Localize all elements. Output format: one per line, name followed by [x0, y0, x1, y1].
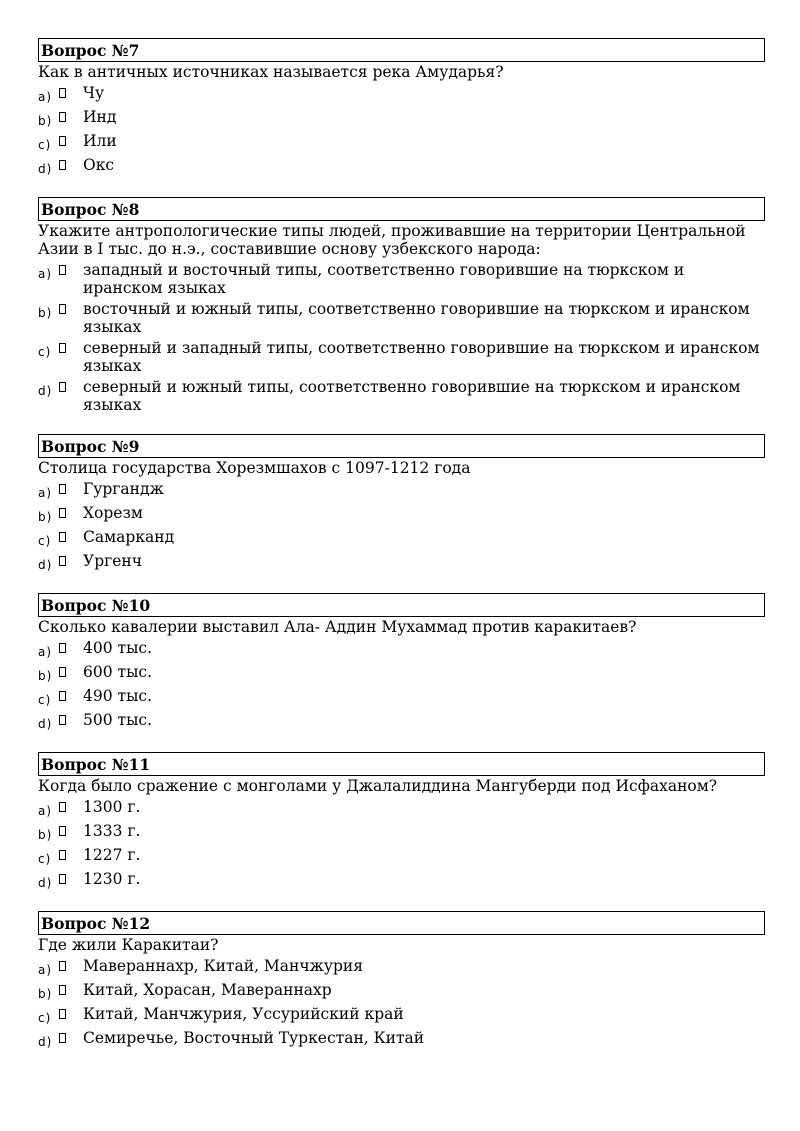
checkbox-icon[interactable] — [59, 508, 66, 518]
option-letter: a) — [38, 645, 53, 659]
option-letter: b) — [38, 669, 53, 683]
option-letter: a) — [38, 486, 53, 500]
checkbox-icon[interactable] — [59, 961, 66, 971]
answer-text: 400 тыс. — [83, 639, 153, 657]
checkbox-icon[interactable] — [59, 343, 66, 353]
answer-option-c[interactable] — [38, 339, 765, 378]
option-letter: d) — [38, 717, 53, 731]
question-header: Вопрос №12 — [38, 911, 765, 935]
answer-option-d[interactable] — [38, 378, 765, 417]
option-letter: b) — [38, 114, 53, 128]
answer-option-d[interactable] — [38, 870, 765, 894]
answer-text: 500 тыс. — [83, 711, 153, 729]
option-letter: c) — [38, 345, 52, 359]
answer-option-d[interactable] — [38, 711, 765, 735]
answer-option-a[interactable] — [38, 480, 765, 504]
option-letter: b) — [38, 510, 53, 524]
answer-option-b[interactable] — [38, 981, 765, 1005]
question-10 — [38, 593, 765, 735]
answer-text: 490 тыс. — [83, 687, 153, 705]
option-letter: d) — [38, 384, 53, 398]
checkbox-icon[interactable] — [59, 826, 66, 836]
answer-text: Мавераннахр, Китай, Манчжурия — [83, 957, 364, 975]
checkbox-icon[interactable] — [59, 715, 66, 725]
option-letter: b) — [38, 987, 53, 1001]
answer-option-b[interactable] — [38, 504, 765, 528]
answer-text: Инд — [83, 108, 117, 126]
question-header: Вопрос №10 — [38, 593, 765, 617]
checkbox-icon[interactable] — [59, 556, 66, 566]
option-letter: c) — [38, 693, 52, 707]
option-letter: d) — [38, 1035, 53, 1049]
checkbox-icon[interactable] — [59, 532, 66, 542]
answer-option-a[interactable] — [38, 261, 765, 300]
question-header: Вопрос №9 — [38, 434, 765, 458]
checkbox-icon[interactable] — [59, 484, 66, 494]
option-letter: c) — [38, 534, 52, 548]
checkbox-icon[interactable] — [59, 1033, 66, 1043]
checkbox-icon[interactable] — [59, 136, 66, 146]
checkbox-icon[interactable] — [59, 985, 66, 995]
answer-text: 1300 г. — [83, 798, 141, 816]
answer-option-a[interactable] — [38, 84, 765, 108]
answer-text: Хорезм — [83, 504, 143, 522]
checkbox-icon[interactable] — [59, 850, 66, 860]
answer-option-b[interactable] — [38, 822, 765, 846]
question-7 — [38, 38, 765, 180]
answer-text: Ургенч — [83, 552, 142, 570]
answer-text: Китай, Хорасан, Мавераннахр — [83, 981, 332, 999]
option-letter: c) — [38, 138, 52, 152]
question-9 — [38, 434, 765, 576]
answer-text: Чу — [83, 84, 105, 102]
checkbox-icon[interactable] — [59, 643, 66, 653]
answer-option-a[interactable] — [38, 798, 765, 822]
answer-text: 1230 г. — [83, 870, 141, 888]
checkbox-icon[interactable] — [59, 382, 66, 392]
question-text: Когда было сражение с монголами у Джалалиддина Мангуберди под Исфаханом? — [38, 777, 718, 795]
option-letter: a) — [38, 267, 53, 281]
question-text: Столица государства Хорезмшахов с 1097-1212 года — [38, 459, 471, 477]
answer-text: северный и западный типы, соответственно говорившие на тюркском и иранском языках — [83, 339, 760, 375]
question-text: Где жили Каракитаи? — [38, 936, 219, 954]
option-letter: c) — [38, 852, 52, 866]
answer-option-b[interactable] — [38, 663, 765, 687]
question-header: Вопрос №8 — [38, 197, 765, 221]
answer-text: Гургандж — [83, 480, 164, 498]
checkbox-icon[interactable] — [59, 874, 66, 884]
answer-option-a[interactable] — [38, 639, 765, 663]
answer-text: северный и южный типы, соответственно говорившие на тюркском и иранском языках — [83, 378, 741, 414]
answer-text: 1227 г. — [83, 846, 141, 864]
answer-text: западный и восточный типы, соответственно говорившие на тюркском и иранском языках — [83, 261, 685, 297]
option-letter: d) — [38, 558, 53, 572]
question-text: Сколько кавалерии выставил Ала- Аддин Мухаммад против каракитаев? — [38, 618, 637, 636]
test-page — [38, 38, 765, 1070]
question-11 — [38, 752, 765, 894]
checkbox-icon[interactable] — [59, 304, 66, 314]
checkbox-icon[interactable] — [59, 112, 66, 122]
option-letter: c) — [38, 1011, 52, 1025]
answer-text: Китай, Манчжурия, Уссурийский край — [83, 1005, 404, 1023]
option-letter: d) — [38, 162, 53, 176]
option-letter: b) — [38, 828, 53, 842]
question-text: Укажите антропологические типы людей, проживавшие на территории Центральной Азии в I тыс. до н.э., составившие основу узбекского народа: — [38, 222, 746, 258]
question-8 — [38, 197, 765, 417]
answer-option-b[interactable] — [38, 108, 765, 132]
option-letter: a) — [38, 963, 53, 977]
answer-option-d[interactable] — [38, 552, 765, 576]
answer-option-d[interactable] — [38, 156, 765, 180]
answer-text: 1333 г. — [83, 822, 141, 840]
answer-option-c[interactable] — [38, 528, 765, 552]
question-text: Как в античных источниках называется река Амударья? — [38, 63, 504, 81]
checkbox-icon[interactable] — [59, 691, 66, 701]
answer-text: Или — [83, 132, 117, 150]
checkbox-icon[interactable] — [59, 265, 66, 275]
answer-option-c[interactable] — [38, 687, 765, 711]
answer-text: Окс — [83, 156, 115, 174]
answer-option-a[interactable] — [38, 957, 765, 981]
checkbox-icon[interactable] — [59, 1009, 66, 1019]
option-letter: a) — [38, 90, 53, 104]
question-header: Вопрос №7 — [38, 38, 765, 62]
answer-text: Семиречье, Восточный Туркестан, Китай — [83, 1029, 425, 1047]
checkbox-icon[interactable] — [59, 667, 66, 677]
answer-option-c[interactable] — [38, 1005, 765, 1029]
answer-option-c[interactable] — [38, 846, 765, 870]
answer-option-c[interactable] — [38, 132, 765, 156]
option-letter: d) — [38, 876, 53, 890]
answer-text: Самарканд — [83, 528, 175, 546]
checkbox-icon[interactable] — [59, 802, 66, 812]
answer-option-d[interactable] — [38, 1029, 765, 1053]
answer-option-b[interactable] — [38, 300, 765, 339]
option-letter: a) — [38, 804, 53, 818]
question-12 — [38, 911, 765, 1053]
option-letter: b) — [38, 306, 53, 320]
answer-text: 600 тыс. — [83, 663, 153, 681]
question-header: Вопрос №11 — [38, 752, 765, 776]
answer-text: восточный и южный типы, соответственно говорившие на тюркском и иранском языках — [83, 300, 750, 336]
checkbox-icon[interactable] — [59, 88, 66, 98]
checkbox-icon[interactable] — [59, 160, 66, 170]
